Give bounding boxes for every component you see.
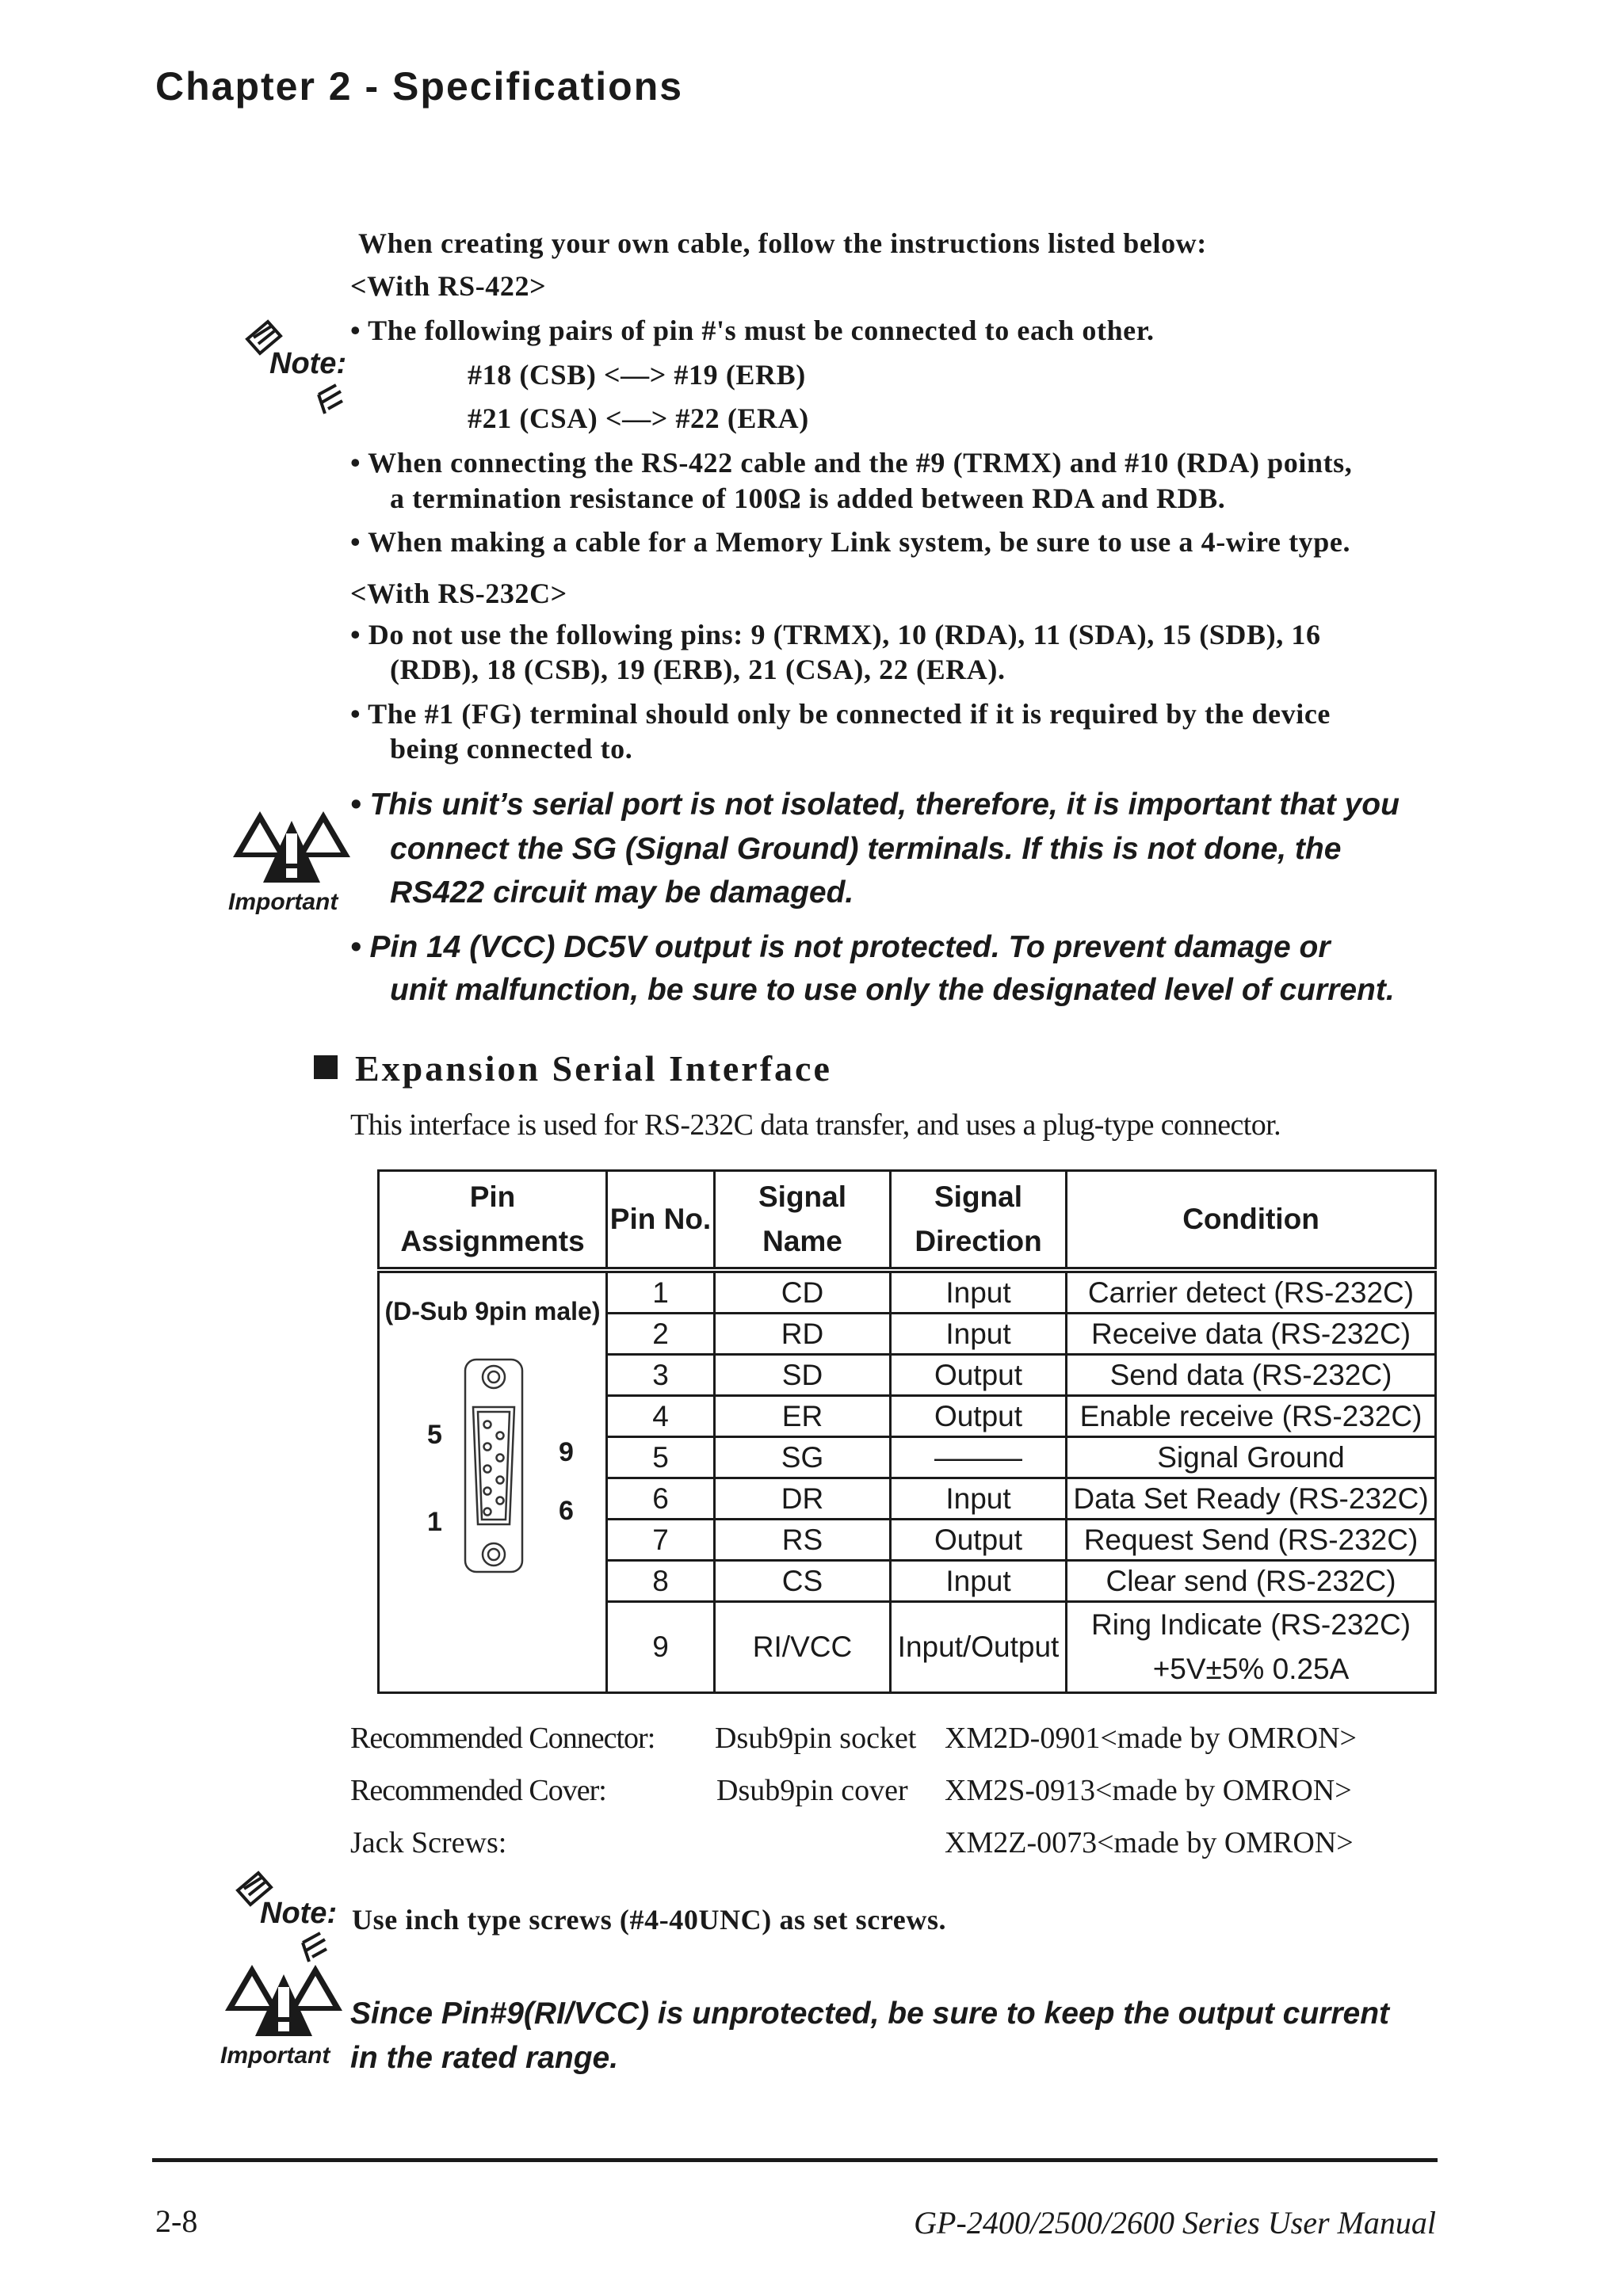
- recommended-connector-type: Dsub9pin socket: [715, 1722, 917, 1755]
- header-signal-direction: [891, 1171, 1067, 1271]
- important-label: Important: [220, 2042, 330, 2069]
- condition: Clear send (RS-232C): [1067, 1561, 1436, 1602]
- header-signal-direction-l1: Signal: [934, 1180, 1023, 1213]
- condition: [1067, 1602, 1436, 1693]
- signal-direction: Input: [891, 1314, 1067, 1355]
- important-icon: [220, 1960, 347, 2077]
- connector-pin-5-label: 5: [427, 1420, 442, 1450]
- rs232-bullet-1-line-1: • Do not use the following pins: 9 (TRMX), 10 (RDA), 11 (SDA), 15 (SDB), 16: [350, 619, 1321, 650]
- rs422-pair-2: #21 (CSA) <—> #22 (ERA): [468, 402, 809, 434]
- important-2-line-1: Since Pin#9(RI/VCC) is unprotected, be sure to keep the output current: [350, 1997, 1390, 2031]
- condition-line-2: +5V±5% 0.25A: [1152, 1653, 1350, 1685]
- recommended-connector-part: XM2D-0901<made by OMRON>: [945, 1722, 1357, 1755]
- condition: Signal Ground: [1067, 1437, 1436, 1478]
- recommended-connector-label: Recommended Connector:: [350, 1722, 655, 1755]
- recommended-cover-type: Dsub9pin cover: [716, 1774, 908, 1807]
- signal-name: CD: [715, 1270, 891, 1314]
- section-title-text: Expansion Serial Interface: [355, 1048, 832, 1089]
- chapter-title: Chapter 2 - Specifications: [155, 64, 684, 109]
- signal-direction: Input: [891, 1478, 1067, 1520]
- connector-cell: [379, 1270, 607, 1693]
- note-label: Note:: [269, 347, 347, 380]
- pin-assignment-table: [377, 1169, 1437, 1694]
- note-icon: [239, 315, 358, 418]
- signal-name: CS: [715, 1561, 891, 1602]
- condition: Carrier detect (RS-232C): [1067, 1270, 1436, 1314]
- section-title: [314, 1047, 832, 1089]
- signal-name: RD: [715, 1314, 891, 1355]
- table-header-row: [379, 1171, 1436, 1271]
- signal-name: ER: [715, 1396, 891, 1437]
- pin-number: 3: [607, 1355, 715, 1396]
- signal-direction: Input/Output: [891, 1602, 1067, 1693]
- signal-direction: Output: [891, 1396, 1067, 1437]
- important-bullet-2-line-2: unit malfunction, be sure to use only the designated level of current.: [390, 973, 1395, 1007]
- condition-line-1: Ring Indicate (RS-232C): [1090, 1608, 1411, 1641]
- note-label: Note:: [260, 1897, 338, 1930]
- important-bullet-1-line-1: • This unit’s serial port is not isolated, therefore, it is important that you: [350, 788, 1400, 822]
- pin-number: 1: [607, 1270, 715, 1314]
- rs422-bullet-2-line-1: • When connecting the RS-422 cable and the #9 (TRMX) and #10 (RDA) points,: [350, 447, 1353, 479]
- condition: Request Send (RS-232C): [1067, 1520, 1436, 1561]
- section-description: This interface is used for RS-232C data transfer, and uses a plug-type connector.: [350, 1108, 1281, 1142]
- signal-direction: Output: [891, 1520, 1067, 1561]
- pin-number: 8: [607, 1561, 715, 1602]
- jack-screws-label: Jack Screws:: [350, 1826, 507, 1859]
- condition: Receive data (RS-232C): [1067, 1314, 1436, 1355]
- connector-pin-1-label: 1: [427, 1507, 442, 1537]
- condition: Data Set Ready (RS-232C): [1067, 1478, 1436, 1520]
- header-signal-direction-l2: Direction: [915, 1225, 1042, 1257]
- condition: Enable receive (RS-232C): [1067, 1396, 1436, 1437]
- rs232-bullet-2-line-1: • The #1 (FG) terminal should only be connected if it is required by the device: [350, 698, 1331, 730]
- header-signal-name: Signal Name: [715, 1171, 891, 1271]
- table-row: [379, 1270, 1436, 1314]
- header-condition: Condition: [1067, 1171, 1436, 1271]
- rs232-bullet-2-line-2: being connected to.: [390, 733, 633, 765]
- note-intro: When creating your own cable, follow the instructions listed below:: [358, 227, 1207, 259]
- signal-name: DR: [715, 1478, 891, 1520]
- page-number: 2-8: [155, 2203, 198, 2239]
- square-bullet-icon: [314, 1055, 338, 1079]
- important-bullet-1-line-2: connect the SG (Signal Ground) terminals. If this is not done, the: [390, 832, 1342, 866]
- pin-number: 7: [607, 1520, 715, 1561]
- connector-pin-6-label: 6: [559, 1496, 574, 1526]
- connector-label: (D-Sub 9pin male): [384, 1297, 601, 1325]
- pin-number: 4: [607, 1396, 715, 1437]
- pin-number: 6: [607, 1478, 715, 1520]
- rs232-bullet-1-line-2: (RDB), 18 (CSB), 19 (ERB), 21 (CSA), 22 (ERA).: [390, 654, 1006, 685]
- recommended-cover-label: Recommended Cover:: [350, 1774, 606, 1807]
- signal-direction: Output: [891, 1355, 1067, 1396]
- important-icon: [228, 807, 355, 924]
- jack-screws-part: XM2Z-0073<made by OMRON>: [945, 1826, 1354, 1859]
- important-label: Important: [228, 889, 338, 915]
- important-2-line-2: in the rated range.: [350, 2041, 619, 2075]
- note-icon: [230, 1867, 349, 1970]
- important-bullet-2-line-1: • Pin 14 (VCC) DC5V output is not protected. To prevent damage or: [350, 930, 1331, 964]
- recommended-cover-part: XM2S-0913<made by OMRON>: [945, 1774, 1352, 1807]
- manual-title: GP-2400/2500/2600 Series User Manual: [914, 2205, 1436, 2241]
- rs422-bullet-2-line-2: a termination resistance of 100Ω is added between RDA and RDB.: [390, 482, 1226, 514]
- signal-direction: Input: [891, 1270, 1067, 1314]
- connector-pin-9-label: 9: [559, 1437, 574, 1467]
- header-pin-no: Pin No.: [607, 1171, 715, 1271]
- important-bullet-1-line-3: RS422 circuit may be damaged.: [390, 875, 854, 910]
- pin-number: 9: [607, 1602, 715, 1693]
- pin-number: 2: [607, 1314, 715, 1355]
- signal-name: RS: [715, 1520, 891, 1561]
- dsub-9pin-connector-icon: [462, 1356, 525, 1575]
- note-screws-text: Use inch type screws (#4-40UNC) as set screws.: [352, 1904, 947, 1936]
- signal-direction: Input: [891, 1561, 1067, 1602]
- rs422-heading: <With RS-422>: [350, 270, 547, 302]
- rs422-bullet-3: • When making a cable for a Memory Link system, be sure to use a 4-wire type.: [350, 526, 1351, 558]
- signal-name: SG: [715, 1437, 891, 1478]
- footer-rule: [152, 2158, 1438, 2162]
- signal-direction: ———: [891, 1437, 1067, 1478]
- signal-name: RI/VCC: [715, 1602, 891, 1693]
- rs422-pair-1: #18 (CSB) <—> #19 (ERB): [468, 359, 806, 391]
- pin-number: 5: [607, 1437, 715, 1478]
- header-pin-assignments: Pin Assignments: [379, 1171, 607, 1271]
- rs422-bullet-1: • The following pairs of pin #'s must be connected to each other.: [350, 315, 1155, 346]
- rs232-heading: <With RS-232C>: [350, 578, 567, 609]
- signal-name: SD: [715, 1355, 891, 1396]
- condition: Send data (RS-232C): [1067, 1355, 1436, 1396]
